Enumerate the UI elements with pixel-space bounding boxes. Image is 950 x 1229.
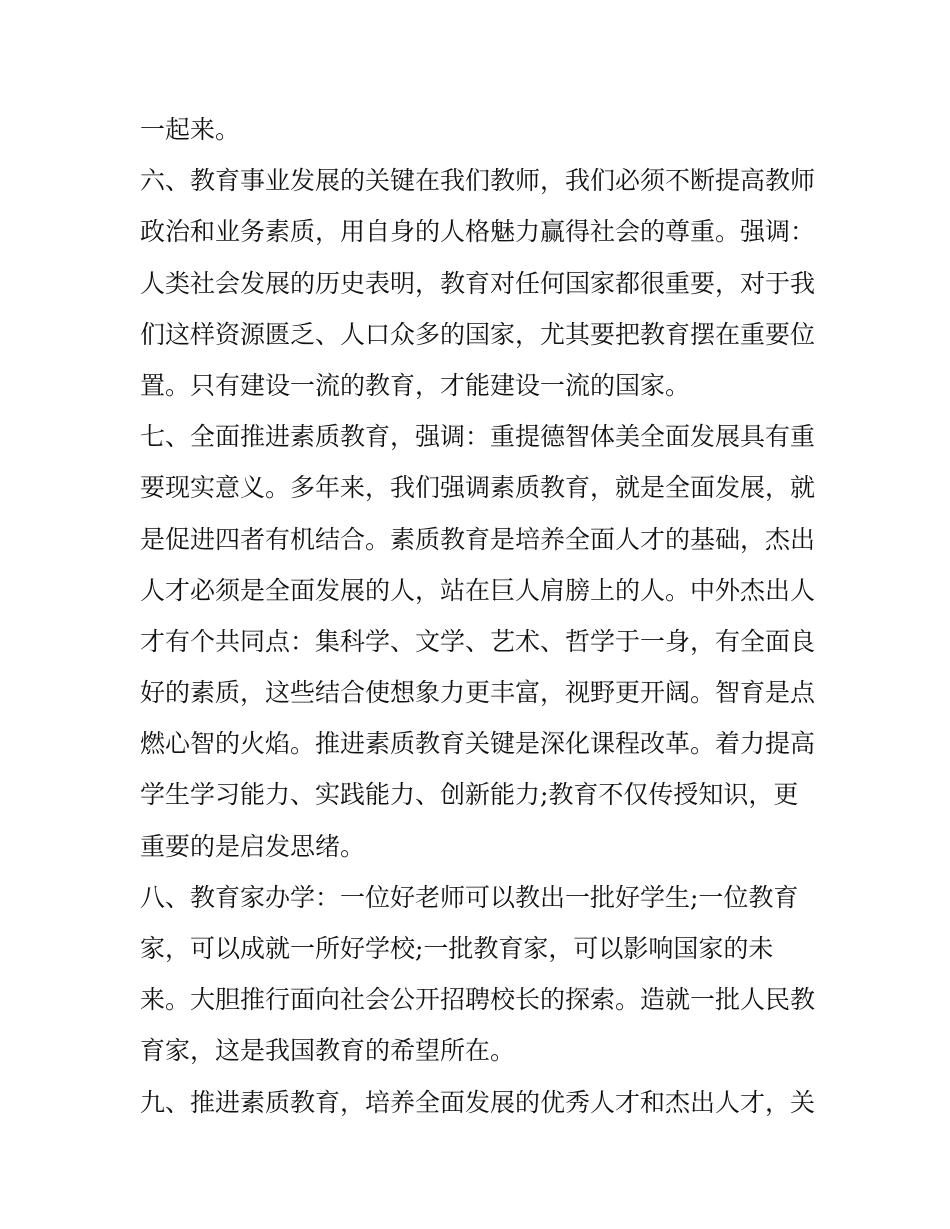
text-line: 学生学习能力、实践能力、创新能力;教育不仅传授知识，更 <box>140 780 799 810</box>
text-line: 人类社会发展的历史表明，教育对任何国家都很重要，对于我 <box>140 268 816 298</box>
text-line: 家，可以成就一所好学校;一批教育家，可以影响国家的未 <box>140 934 774 963</box>
text-line: 燃心智的火焰。推进素质教育关键是深化课程改革。着力提高 <box>140 729 816 759</box>
text-line: 人才必须是全面发展的人，站在巨人肩膀上的人。中外杰出人 <box>140 575 816 605</box>
text-line: 是促进四者有机结合。素质教育是培养全面人才的基础，杰出 <box>140 524 816 554</box>
text-line: 置。只有建设一流的教育，才能建设一流的国家。 <box>140 370 691 400</box>
text-line: 七、全面推进素质教育，强调：重提德智体美全面发展具有重 <box>140 422 816 452</box>
text-line: 九、推进素质教育，培养全面发展的优秀人才和杰出人才，关 <box>140 1087 816 1117</box>
text-line: 八、教育家办学：一位好老师可以教出一批好学生;一位教育 <box>140 882 799 912</box>
text-line: 六、教育事业发展的关键在我们教师，我们必须不断提高教师 <box>140 166 816 196</box>
text-line: 政治和业务素质，用自身的人格魅力赢得社会的尊重。强调： <box>140 217 816 247</box>
text-line: 要现实意义。多年来，我们强调素质教育，就是全面发展，就 <box>140 473 816 503</box>
text-line: 才有个共同点：集科学、文学、艺术、哲学于一身，有全面良 <box>140 626 816 656</box>
document-body <box>140 104 820 1128</box>
text-line: 育家，这是我国教育的希望所在。 <box>140 1036 516 1066</box>
text-line: 好的素质，这些结合使想象力更丰富，视野更开阔。智育是点 <box>140 678 816 708</box>
text-line: 一起来。 <box>140 115 241 144</box>
text-line: 来。大胆推行面向社会公开招聘校长的探索。造就一批人民教 <box>140 985 816 1015</box>
text-line: 们这样资源匮乏、人口众多的国家，尤其要把教育摆在重要位 <box>140 319 816 349</box>
text-line: 重要的是启发思绪。 <box>140 831 366 861</box>
